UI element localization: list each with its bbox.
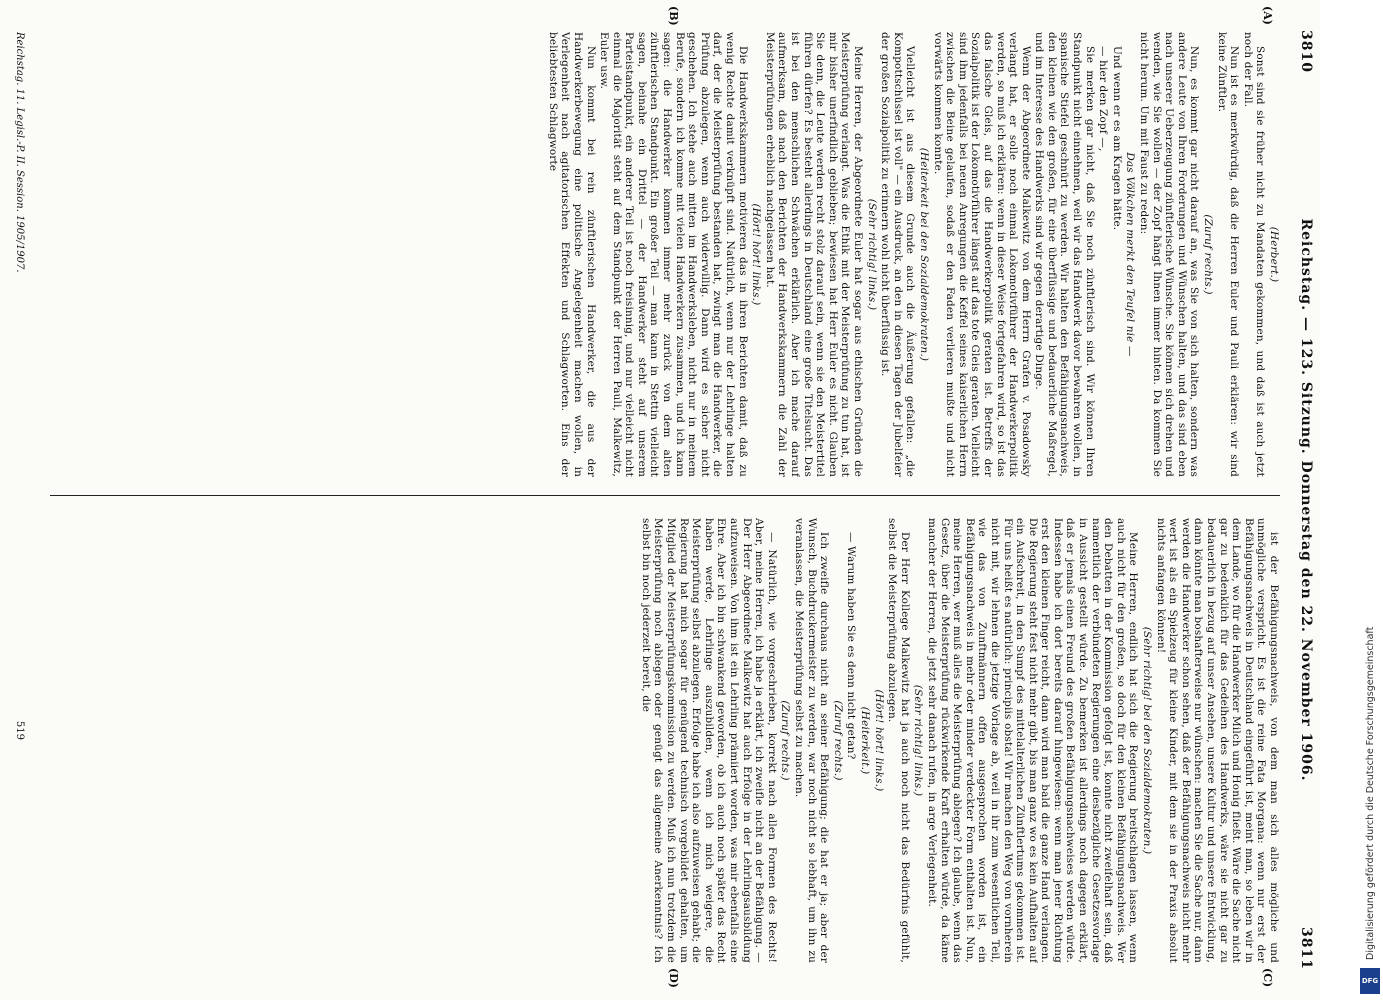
page-number-right: 3811 <box>1298 927 1314 970</box>
left-text-column <box>40 32 1280 477</box>
interjection: Das Völkchen merkt den Teufel nie — <box>1124 152 1137 357</box>
footer-page-number: 519 <box>14 720 25 740</box>
interjection: (Sehr richtig! links.) <box>912 684 925 797</box>
paragraph: Meine Herren, der Abgeordnete Euler hat sogar aus ethischen Gründen die Meisterprüfung verlangt. Was die Ethik mit der Meisterprüfung zu tun hat, ist mir bisher unerfindlich geblieben; bewiesen hat Herr Euler es nicht. Glauben Sie denn, die Leute werden recht stolz darauf sein, wenn sie den Meistertitel führen dürfen? Es besteht allerdings in Deutschland eine große Titelsucht. Das ist bei den menschlichen Schwächen erklärlich. Aber ich mache darauf aufmerksam, daß nach den Berichten der Handwerkskammern die Zahl der Meisterprüfungen erheblich nachgelassen hat. <box>763 32 864 477</box>
paragraph: Vielleicht ist aus diesem Grunde auch die Äußerung gefallen: „die Kompottschüssel ist voll" — ein Ausdruck, an den in diesen Tagen der Jubelfeier der großen Sozialpolitik zu erinnern wohl nicht überflüssig ist. <box>879 32 917 477</box>
page-header <box>1288 30 1314 970</box>
paragraph: Sonst sind sie früher nicht zu Mandaten gekommen, und daß ist auch jetzt noch der Fall. <box>1241 32 1267 477</box>
margin-mark-c: (C) <box>1261 968 1274 988</box>
interjection: (Hört! hört! links.) <box>750 203 763 306</box>
paragraph: Nun, es kommt gar nicht darauf an, was Sie von sich halten, sondern was andere Leute von Ihren Forderungen und Wünschen halten, und das sind eben nach unserer Ueberzeugung zünftlerische Wünsche. Sie können sich drehen und wenden, wie Sie wollen — der Zopf hängt Ihnen immer hinten. Da kommen Sie nicht herum. Um mit Faust zu reden: <box>1138 32 1201 477</box>
paragraph: Nun ist es merkwürdig, daß die Herren Euler und Pauli erklären: wir sind keine Zünftler. <box>1215 32 1241 477</box>
page-footer: Reichstag. 11. Legisl.-P. II. Session. 1905/1907. <box>14 32 25 273</box>
right-text-column <box>40 518 1280 963</box>
paragraph: ist der Befähigungsnachweis, von dem man sich alles mögliche und unmögliche verspricht. Es ist die reine Fata Morgana: wenn nur erst der Befähigungsnachweis in Deutschland eingeführt ist, meint man, so leben wir in dem Lande, wo für die Handwerker Milch und Honig fließt. Wäre die Sache nicht gar zu bedenklich für das Gedeihen des Handwerks, wäre sie nicht gar zu bedauerlich in bezug auf unser Ansehen, unsere Kultur und unsere Entwicklung, dann könnte man boshafterweise nur wünschen: machen Sie die Sache nur, dann werden die Handwerker schon sehen, daß der Befähigungsnachweis nicht mehr wert ist als ein Spielzeug für kleine Kinder, mit dem sie in der Praxis absolut nichts anfangen können! <box>1154 518 1280 963</box>
margin-mark-b: (B) <box>667 6 680 26</box>
paragraph: — Natürlich, wie vorgeschrieben, korrekt nach allen Formen des Rechts! Aber, meine Herren, ich habe ja erklärt, ich zweifle nicht an der Befähigung. — Der Herr Abgeordnete Malkewitz hat auch Erfolge in der Lehrlingsausbildung aufzuweisen. Von ihm ist ein Lehrling prämiiert worden, was mir ebenfalls eine Ehre. Aber ich bin schwankend geworden, ob ich auch noch später das Recht haben werde, Lehrlinge auszubilden, wenn ich mich weigere, die Meisterprüfung selbst abzulegen. Erfolge habe ich also aufzuweisen gehabt; die Regierung hat mich sogar für genügend technisch vorgebildet gehalten, um Mitglied der Meisterprüfungskommission zu werden. Muß ich nun trotzdem die Meisterprüfung noch ablegen oder genügt das allgemeine Anerkenntnis? Ich selbst bin noch jederzeit bereit, die <box>639 518 778 963</box>
paragraph: Sie merken gar nicht, daß Sie noch zünftlerisch sind. Wir können Ihren Standpunkt nicht einnehmen, weil wir das Handwerk davor bewahren wollen, in spanische Stiefel geschnürt zu werden. Wir halten den Befähigungsnachweis, den kleinen wie den großen, für eine überflüssige und bedauerliche Maßregel, und im Interesse des Handwerks sind wir gegen derartige Dinge. <box>1033 32 1096 477</box>
paragraph: Wenn der Abgeordnete Malkewitz von dem Herrn Grafen v. Posadowsky verlangt hat, er solle noch einmal Lokomotivführer der Handwerkerpolitik werden, so muß ich erklären: wenn in dieser Weise fortgefahren wird, so ist das das falsche Gleis, auf das die Handwerkerpolitik geraten ist. Betreffs der Sozialpolitik ist der Lokomotivführer längst auf das tote Gleis geraten. Vielleicht sind ihm jedenfalls bei neuen Anregungen die Keffel seines kaiserlichen Herrn zwischen die Beine gelaufen, sodaß er den Faden verlieren mußte und nicht vorwärts kommen konnte. <box>931 32 1032 477</box>
interjection: (Sehr richtig! bei den Sozialdemokraten.) <box>1141 626 1154 855</box>
paragraph: Meine Herren, endlich hat sich die Regierung breitschlagen lassen, wenn auch nicht für den großen, so doch für den kleinen Befähigungsnachweis. Wer den Debatten in der Kommission gefolgt ist, konnte nicht zweifelhaft sein, daß namentlich der verbündeten Regierungen eine diesbezügliche Gesetzesvorlage in Aussicht gestellt würde. Zu bemerken ist allerdings noch dagegen erklärt, daß er jemals einen Freund des großen Befähigungsnachweises werden würde. Indessen habe ich dort bereits darauf hingewiesen: wenn man jener Richtung erst den kleinen Finger reicht, dann wird man bald die ganze Hand verlangen. Die Regierung steht fest nicht mehr gibt, bis man ganz wo es kein Aufhalten auf ein Aufschreit, in den Sumpf des mittelalterlichen Zünftlertums gekommen ist. Für uns heißt es natürlich: principiis obsta! Wir machen den Weg von vornherein nicht mit, wir lehnen die jetzige Vorlage ab, weil in ihr zum wesentlichen Teil, wie das von Zunftmännern offen ausgesprochen worden ist, ein Befähigungsnachweis in mehr oder minder verdeckter Form enthalten ist. Nun, meine Herren, wer muß alles die Meisterprüfung ablegen? Ich glaube, wenn das Gesetz, über die Meisterprüfung rückwirkende Kraft erhalten würde, da käme mancher der Herren, die jetzt sehr danach rufen, in arge Verlegenheit. <box>925 518 1140 963</box>
interjection: (Zuruf rechts.) <box>1202 214 1215 295</box>
margin-mark-d: (D) <box>667 968 680 988</box>
paragraph: Die Handwerkskammern motivieren das in ihren Berichten damit, daß zu wenig Rechte damit verknüpft sind. Natürlich, wenn nur der Lehrlinge halten darf, der die Meisterprüfung bestanden hat, zwingt man die Handwerker, die Prüfung abzulegen, wenn auch widerwillig. Dann wird es sicher nicht geschehen. Ich stehe auch mitten im Handwerksleben, nicht nur in meinem Berufe, sondern ich komme mit vielen Handwerkern zusammen, und ich kann sagen: die Handwerker kommen immer mehr zurück von dem alten zünftlerischen Standpunkt. Ein großer Teil — man kann in Stettin vielleicht sagen, beinahe ein Drittel — der Handwerker steht auf unserem Parteistandpunkt, ein anderer Teil ist noch freisinnig, und nur vielleicht nicht einmal die Majorität steht auf dem Standpunkt der Herren Pauli, Malkewitz, Euler usw. <box>598 32 749 477</box>
digitization-credit-strip <box>1358 0 1383 1000</box>
interjection: (Sehr richtig! links.) <box>865 198 878 311</box>
interjection: (Heiterkeit bei den Sozialdemokraten.) <box>917 147 930 362</box>
paragraph: — Warum haben Sie es denn nicht getan? <box>845 532 858 760</box>
paragraph: Und wenn er es am Kragen hätte. <box>1110 46 1123 231</box>
interjection: (Heiterkeit.) <box>859 706 871 775</box>
paragraph: — hier den Zopf —, <box>1097 46 1110 152</box>
page-title: Reichstag. — 123. Sitzung. Donnerstag den 22. November 1906. <box>1298 218 1314 782</box>
interjection: (Zuruf rechts.) <box>779 700 792 781</box>
interjection: (Herbert.) <box>1268 226 1280 283</box>
column-divider <box>50 495 1280 496</box>
page-number-left: 3810 <box>1298 30 1314 73</box>
paragraph: Ich zweifle durchaus nicht an seiner Befähigung; die hat er ja; aber der Wunsch, Buchdruckermeister zu werden, war noch nicht so lebhaft, um ihn zu veranlassen, die Meisterprüfung selbst zu machen. <box>793 518 831 963</box>
interjection: (Hört! hört! links.) <box>872 689 885 792</box>
interjection: (Zuruf rechts.) <box>831 700 844 781</box>
dfg-logo: DFG <box>1360 968 1380 994</box>
paragraph: Der Herr Kollege Malkewitz hat ja auch noch nicht das Bedürfnis gefühlt, selbst die Meisterprüfung abzulegen. <box>886 518 911 963</box>
paragraph: Nun kommt bei rein zünftlerischen Handwerker, die aus der Handwerkerbewegung eine politische Angelegenheit machen wollen, in Verlegenheit nach agitatorischen Effekten und Schlagworten. Eins der beliebtesten Schlagworte <box>546 32 597 477</box>
digitization-credit: Digitalisierung gefördert durch die Deutsche Forschungsgemeinschaft <box>1365 626 1376 960</box>
margin-mark-a: (A) <box>1261 6 1274 25</box>
